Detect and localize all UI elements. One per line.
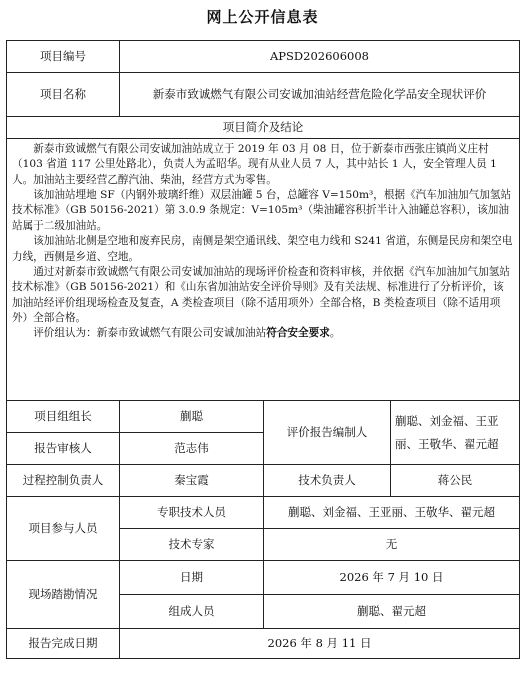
conclusion-prefix: 评价组认为：新泰市致诚燃气有限公司安诚加油站 (33, 327, 267, 340)
intro-paragraph: 通过对新泰市致诚燃气有限公司安诚加油站的现场评价检查和资料审核，并依据《汽车加油加气加氢站技术标准》（GB 50156-2021）和《山东省加油站安全评价导则》及有关法规、标准进行了分析评价，该加油站经评价组现场检查及复查，A 类检查项目（除不适用项外）全部合格，B 类检查项目（除不适用项外）全部合格。 (12, 265, 510, 324)
intro-content (7, 139, 520, 401)
page-title: 网上公开信息表 (206, 8, 319, 26)
intro-paragraph: 该加油站北侧是空地和废弃民房，南侧是架空通讯线、架空电力线和 S241 省道，东侧是民房和架空电力线，西侧是乡道、空地。 (12, 235, 513, 263)
row-completion (7, 629, 520, 659)
intro-paragraph: 新泰市致诚燃气有限公司安诚加油站成立于 2019 年 03 月 08 日，位于新泰市西张庄镇尚义庄村（103 省道 117 公里处路北），负责人为孟昭华。现有从业人员 7 人，其中站长 1 人，安全管理人员 1 人。加油站主要经营乙醇汽油、柴油，经营方式为零售。 (12, 143, 497, 186)
fulltime-value: 蒯聪、刘金福、王亚丽、王敬华、翟元超 (264, 497, 520, 529)
row-project-no (7, 41, 520, 73)
expert-label: 技术专家 (120, 529, 264, 561)
tech-lead-label: 技术负责人 (264, 465, 391, 497)
survey-members-label: 组成人员 (120, 595, 264, 629)
survey-date-label: 日期 (120, 561, 264, 595)
project-no-value: APSD202606008 (120, 41, 520, 73)
project-no-label: 项目编号 (7, 41, 120, 73)
intro-paragraph: 该加油站埋地 SF（内钢外玻璃纤维）双层油罐 5 台，总罐容 V=150m³，根据《汽车加油加气加氢站技术标准》（GB 50156-2021）第 3.0.9 条规定：V=105m³（柴油罐容积折半计入油罐总容积），该加油站属于二级加油站。 (12, 189, 512, 232)
row-project-name (7, 73, 520, 117)
row-intro (7, 139, 520, 401)
reviewer-label: 报告审核人 (7, 433, 120, 465)
row-intro-header (7, 117, 520, 139)
participants-label: 项目参与人员 (7, 497, 120, 561)
leader-label: 项目组组长 (7, 401, 120, 433)
intro-header: 项目简介及结论 (7, 117, 520, 139)
fulltime-label: 专职技术人员 (120, 497, 264, 529)
survey-members-value: 蒯聪、翟元超 (264, 595, 520, 629)
survey-date-value: 2026 年 7 月 10 日 (264, 561, 520, 595)
compiler-value: 蒯聪、刘金福、王亚丽、王敬华、翟元超 (391, 401, 520, 465)
reviewer-value: 范志伟 (120, 433, 264, 465)
row-controller (7, 465, 520, 497)
conclusion-suffix: 。 (329, 327, 341, 340)
leader-value: 蒯聪 (120, 401, 264, 433)
project-name-value: 新泰市致诚燃气有限公司安诚加油站经营危险化学品安全现状评价 (120, 73, 520, 117)
controller-label: 过程控制负责人 (7, 465, 120, 497)
expert-value: 无 (264, 529, 520, 561)
info-table (6, 40, 520, 659)
row-fulltime (7, 497, 520, 529)
controller-value: 秦宝霞 (120, 465, 264, 497)
conclusion-result: 符合安全要求 (266, 327, 330, 340)
row-leader (7, 401, 520, 433)
tech-lead-value: 蒋公民 (391, 465, 520, 497)
survey-label: 现场踏勘情况 (7, 561, 120, 629)
completion-label: 报告完成日期 (7, 629, 120, 659)
project-name-label: 项目名称 (7, 73, 120, 117)
completion-value: 2026 年 8 月 11 日 (120, 629, 520, 659)
conclusion (12, 326, 514, 341)
compiler-label: 评价报告编制人 (264, 401, 391, 465)
row-survey-date (7, 561, 520, 595)
